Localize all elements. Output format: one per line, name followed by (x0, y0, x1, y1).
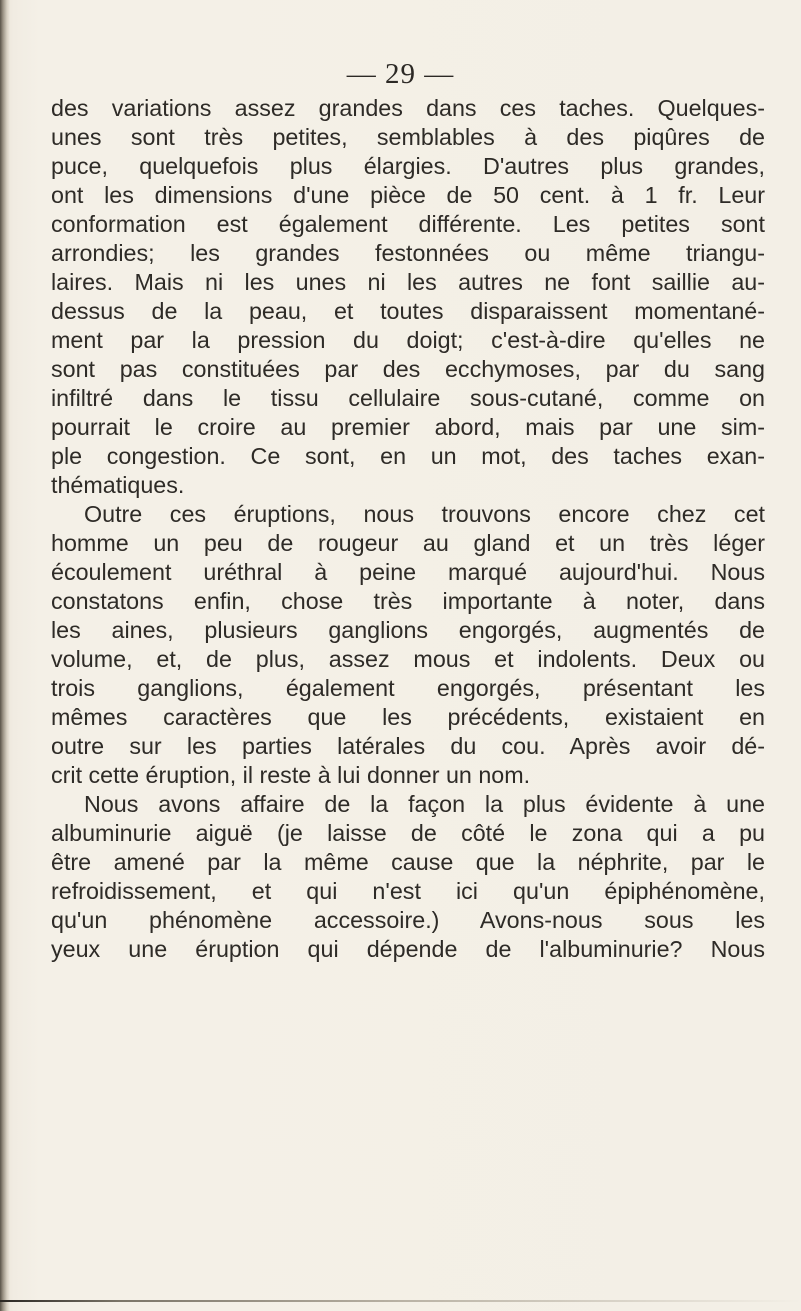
text-line: crit cette éruption, il reste à lui donner un nom. (51, 762, 531, 788)
page-number: — 29 — (346, 58, 455, 90)
text-line: thématiques. (51, 472, 185, 498)
text-line: constatons enfin, chose très importante à noter, dans (51, 588, 765, 614)
text-line: qu'un phénomène accessoire.) Avons-nous sous les (51, 907, 765, 933)
text-line: outre sur les parties latérales du cou. Après avoir dé- (51, 733, 765, 759)
text-line: puce, quelquefois plus élargies. D'autres plus grandes, (51, 153, 765, 179)
text-line: sont pas constituées par des ecchymoses, par du sang (51, 356, 765, 382)
paragraph-first-line: Nous avons affaire de la façon la plus évidente à une (84, 791, 765, 817)
text-line: volume, et, de plus, assez mous et indolents. Deux ou (51, 646, 765, 672)
text-line: pourrait le croire au premier abord, mais par une sim- (51, 414, 765, 440)
text-line: yeux une éruption qui dépende de l'albuminurie? Nous (51, 936, 765, 962)
text-line: trois ganglions, également engorgés, présentant les (51, 675, 765, 701)
text-line: ont les dimensions d'une pièce de 50 cent. à 1 fr. Leur (51, 182, 765, 208)
text-line: arrondies; les grandes festonnées ou même triangu- (51, 240, 765, 266)
text-line: refroidissement, et qui n'est ici qu'un épiphénomène, (51, 878, 765, 904)
text-line: infiltré dans le tissu cellulaire sous-cutané, comme on (51, 385, 765, 411)
text-line: mêmes caractères que les précédents, existaient en (51, 704, 765, 730)
text-line: être amené par la même cause que la néphrite, par le (51, 849, 765, 875)
text-line: écoulement uréthral à peine marqué aujourd'hui. Nous (51, 559, 765, 585)
text-line: albuminurie aiguë (je laisse de côté le zona qui a pu (51, 820, 765, 846)
paragraph-first-line: Outre ces éruptions, nous trouvons encore chez cet (84, 501, 765, 527)
text-line: ple congestion. Ce sont, en un mot, des taches exan- (51, 443, 765, 469)
page-bottom-edge (0, 1300, 801, 1302)
text-line: ment par la pression du doigt; c'est-à-dire qu'elles ne (51, 327, 765, 353)
page-body-text (51, 94, 765, 964)
text-line: les aines, plusieurs ganglions engorgés, augmentés de (51, 617, 765, 643)
text-line: dessus de la peau, et toutes disparaissent momentané- (51, 298, 765, 324)
text-line: des variations assez grandes dans ces taches. Quelques- (51, 95, 765, 121)
page-binding-edge (0, 0, 10, 1311)
text-line: homme un peu de rougeur au gland et un très léger (51, 530, 765, 556)
text-line: conformation est également différente. Les petites sont (51, 211, 765, 237)
text-line: laires. Mais ni les unes ni les autres ne font saillie au- (51, 269, 765, 295)
text-line: unes sont très petites, semblables à des piqûres de (51, 124, 765, 150)
